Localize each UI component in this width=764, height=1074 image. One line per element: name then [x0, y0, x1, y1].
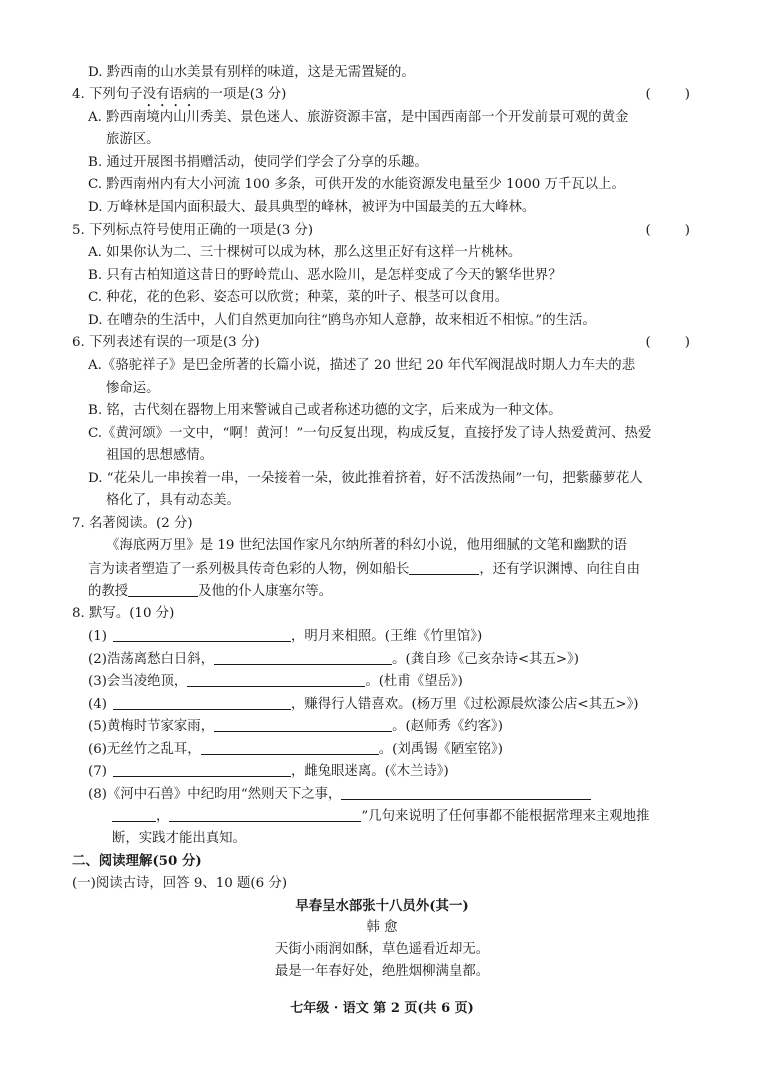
q4-stem: 4. 下列句子没有语病的一项是(3 分) [72, 87, 287, 102]
q3-option-d: D. 黔西南的山水美景有别样的味道，这是无需置疑的。 [88, 65, 415, 80]
q6-option-a-cont: 惨命运。 [106, 381, 160, 396]
q7-blank-captain[interactable] [409, 560, 479, 575]
q4-option-d: D. 万峰林是国内面积最大、最具典型的峰林，被评为中国最美的五大峰林。 [88, 200, 536, 215]
q8-item-6: (6)无丝竹之乱耳， 。(刘禹锡《陋室铭》) [88, 742, 503, 757]
q8-blank-5[interactable] [214, 717, 392, 732]
q7-blank-professor[interactable] [128, 582, 198, 597]
q4-option-b: B. 通过开展图书捐赠活动，使同学们学会了分享的乐趣。 [88, 155, 428, 170]
q6-option-c-cont: 祖国的思想感情。 [106, 448, 214, 463]
q8-blank-6[interactable] [201, 740, 379, 755]
q7-passage-line3: 的教授 及他的仆人康塞尔等。 [88, 584, 333, 599]
q8-blank-4[interactable] [113, 695, 291, 710]
q8-item-1: (1) ，明月来相照。(王维《竹里馆》) [88, 629, 483, 644]
q8-blank-8a-cont[interactable] [112, 807, 156, 822]
q4-option-a: A. 黔西南境内山川秀美、景色迷人、旅游资源丰富，是中国西南部一个开发前景可观的黄金 [88, 110, 629, 125]
q5-option-c: C. 种花，花的色彩、姿态可以欣赏；种菜，菜的叶子、根茎可以食用。 [88, 290, 508, 305]
q4-option-a-cont: 旅游区。 [106, 132, 160, 147]
q5-answer-paren: ( ) [645, 223, 690, 238]
q6-option-b: B. 铭，古代刻在器物上用来警诫自己或者称述功德的文字，后来成为一种文体。 [88, 403, 562, 418]
q7-passage-line1: 《海底两万里》是 19 世纪法国作家凡尔纳所著的科幻小说，他用细腻的文笔和幽默的语 [106, 538, 628, 553]
q8-item-8: (8)《河中石兽》中纪昀用“然则天下之事， [88, 785, 591, 804]
q8-item-7: (7) ，雌兔眼迷离。(《木兰诗》) [88, 764, 449, 779]
q6-option-d: D. “花朵儿一串挨着一串，一朵接着一朵，彼此推着挤着，好不活泼热闹”一句，把紫藤萝花人 [88, 471, 643, 486]
poem-line-2: 最是一年春好处，绝胜烟柳满皇都。 [274, 964, 490, 979]
q6-option-d-cont: 格化了，具有动态美。 [106, 493, 240, 508]
q8-blank-3[interactable] [187, 672, 365, 687]
q5-option-a: A. 如果你认为二、三十棵树可以成为林，那么这里正好有这样一片桃林。 [88, 245, 522, 260]
q8-item-3: (3)会当凌绝顶， 。(杜甫《望岳》) [88, 674, 463, 689]
q8-blank-1[interactable] [113, 627, 291, 642]
q7-stem: 7. 名著阅读。(2 分) [72, 516, 193, 531]
q5-option-b: B. 只有古柏知道这昔日的野岭荒山、恶水险川，是怎样变成了今天的繁华世界？ [88, 268, 562, 283]
q8-blank-8b[interactable] [169, 807, 361, 822]
q7-passage-line2: 言为读者塑造了一系列极具传奇色彩的人物，例如船长 ，还有学识渊博、向往自由 [88, 562, 641, 577]
q8-item-5: (5)黄梅时节家家雨， 。(赵师秀《约客》) [88, 719, 503, 734]
poem-line-1: 天街小雨润如酥，草色遥看近却无。 [274, 942, 490, 957]
q6-option-a: A.《骆驼祥子》是巴金所著的长篇小说，描述了 20 世纪 20 年代军阀混战时期人力车夫的悲 [88, 358, 636, 373]
poem-title: 早春呈水部张十八员外(其一) [295, 898, 469, 914]
section-2-title: 二、阅读理解(50 分) [72, 853, 202, 869]
q8-item-8-cont: ， ”几句来说明了任何事都不能根据常理来主观地推 [112, 807, 649, 826]
q8-item-8-cont2: 断，实践才能出真知。 [112, 831, 246, 846]
section-2-subtitle: (一)阅读古诗，回答 9、10 题(6 分) [72, 876, 288, 891]
q4-answer-paren: ( ) [645, 87, 690, 102]
q6-stem: 6. 下列表述有误的一项是(3 分) [72, 335, 260, 350]
q4-option-c: C. 黔西南州内有大小河流 100 多条，可供开发的水能资源发电量至少 1000 万千瓦以上。 [88, 177, 625, 192]
q5-stem: 5. 下列标点符号使用正确的一项是(3 分) [72, 223, 314, 238]
q6-answer-paren: ( ) [645, 335, 690, 350]
q8-blank-2[interactable] [214, 650, 392, 665]
q6-option-c: C.《黄河颂》一文中，“啊！黄河！”一句反复出现，构成反复，直接抒发了诗人热爱黄河、热爱 [88, 426, 652, 441]
q5-option-d: D. 在嘈杂的生活中，人们自然更加向往“鸥鸟亦知人意静，故来相近不相惊。”的生活。 [88, 313, 596, 328]
q8-item-4: (4) ，赚得行人错喜欢。(杨万里《过松源晨炊漆公店<其五>》) [88, 697, 639, 712]
poem-author: 韩 愈 [366, 920, 398, 935]
q8-item-2: (2)浩荡离愁白日斜， 。(龚自珍《己亥杂诗<其五>》) [88, 652, 579, 667]
q8-blank-7[interactable] [113, 762, 291, 777]
page-footer: 七年级 · 语文 第 2 页(共 6 页) [290, 1001, 474, 1016]
q8-stem: 8. 默写。(10 分) [72, 606, 175, 621]
q8-blank-8a[interactable] [341, 785, 591, 800]
